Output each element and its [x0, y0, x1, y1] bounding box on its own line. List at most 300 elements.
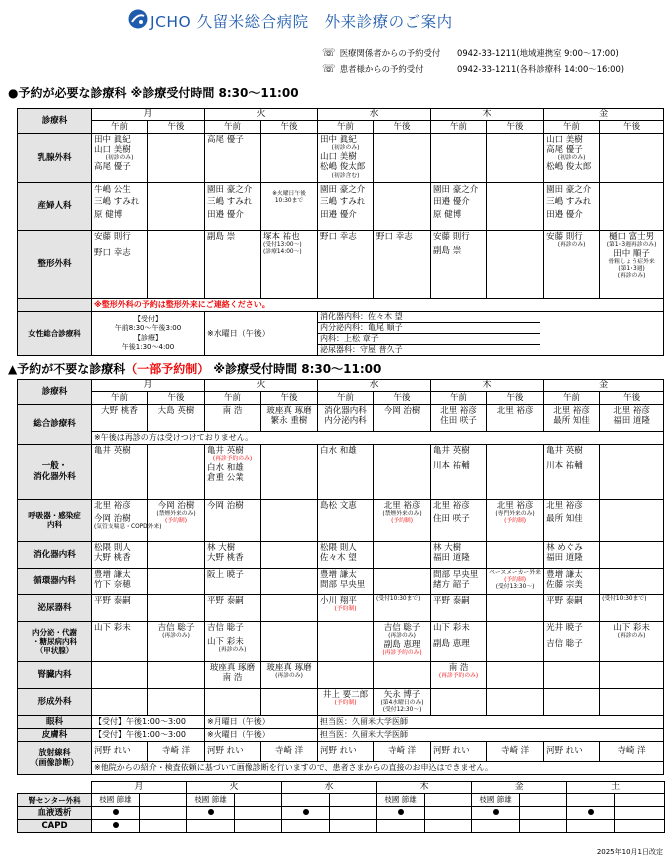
row-dialysis	[18, 807, 665, 820]
cell-text: 副島 崇	[207, 232, 236, 242]
table-cell: 午前	[318, 392, 374, 405]
cell-text: 佐々木 望	[320, 552, 357, 563]
dept-breast: 乳腺外科	[18, 134, 92, 183]
cell-text: 玻座真 琢磨	[266, 406, 312, 416]
table-cell	[261, 742, 318, 762]
table-cell: 午後	[600, 121, 664, 134]
table-cell: 午後	[148, 121, 205, 134]
table-cell	[615, 807, 665, 820]
table-cell: 枝國 節雄	[187, 794, 235, 807]
table-cell	[425, 820, 472, 833]
table-cell	[600, 594, 664, 621]
table-cell	[18, 444, 92, 499]
cell-text: (受付12:30～)	[382, 706, 422, 713]
table-cell	[487, 568, 544, 594]
table-cell	[261, 568, 318, 594]
cell-text: 福田 道隆	[613, 416, 650, 427]
table-cell	[205, 742, 261, 762]
cell-text: 白水 和雄	[320, 445, 357, 456]
cell-text: 【受付】	[134, 315, 162, 324]
table-cell	[92, 621, 148, 661]
table-cell	[600, 231, 664, 299]
cell-text: (再診のみ)	[557, 242, 586, 249]
table-cell	[520, 820, 567, 833]
table-cell	[92, 807, 140, 820]
cell-text: 園田 豪之介	[546, 185, 592, 195]
cell-text: 平野 泰嗣	[207, 595, 244, 606]
table-cell	[318, 568, 374, 594]
cell-text: 北里 裕彦	[383, 500, 421, 511]
table-cell	[140, 807, 187, 820]
table-cell	[205, 444, 261, 499]
cell-text: (再診のみ)	[218, 646, 247, 653]
cell-text: 豊增 謙太	[320, 569, 357, 580]
table-cell: 金	[544, 380, 664, 392]
table-cell	[318, 134, 374, 183]
table-cell	[431, 444, 487, 499]
table-cell	[544, 621, 600, 661]
section2-title	[8, 360, 381, 377]
cell-text: （甲状腺）	[35, 645, 74, 655]
table-cell	[261, 134, 318, 183]
cell-text: 園田 豪之介	[207, 185, 253, 195]
cell-text: 安藤 則行	[433, 232, 470, 242]
cell-text: 島松 文恵	[320, 500, 357, 511]
table-cell: ※月曜日（午後）	[205, 715, 318, 728]
cell-text: 井上 要二郎	[322, 689, 369, 700]
table-cell	[544, 183, 600, 231]
cell-text: (禁煙外来のみ)	[382, 510, 422, 517]
table-cell	[92, 661, 148, 688]
cell-text: 【診療】	[134, 333, 162, 342]
table-cell	[377, 807, 425, 820]
table-cell: 消化器内科	[18, 541, 92, 568]
table-cell	[374, 499, 431, 541]
cell-text: 松嶋 俊太郎	[546, 162, 592, 173]
table-cell: 午後	[261, 392, 318, 405]
cell-text: 佐藤 宗美	[546, 579, 583, 590]
cell-text: 豊增 謙太	[546, 569, 583, 580]
cell-text: (受付13:00～)	[263, 242, 302, 249]
cell-text: (初診のみ)	[105, 155, 134, 162]
table-cell	[140, 794, 187, 807]
table-cell: 午前	[431, 121, 487, 134]
dot-icon	[113, 809, 119, 815]
row-ortho	[18, 231, 664, 299]
table-cell: 午後	[487, 392, 544, 405]
table-cell: 金	[472, 782, 567, 794]
dot-icon	[588, 809, 594, 815]
table-cell: 血液透析	[18, 807, 92, 820]
cell-text: 最所 知佳	[553, 416, 590, 427]
cell-text: 山下 彩未	[207, 636, 244, 647]
table-cell	[431, 568, 487, 594]
cell-text: ペースメーカー外来	[489, 569, 541, 576]
cell-text: 樋口 富士男	[608, 232, 655, 242]
table-cell	[261, 621, 318, 661]
cell-text: ▲予約が不要な診療科	[8, 362, 126, 376]
table-cell	[600, 405, 664, 432]
table-cell	[374, 594, 431, 621]
table-cell	[235, 807, 282, 820]
day-mon: 月	[92, 109, 205, 121]
table-cell: 午前	[544, 121, 600, 134]
phone-icon: ☏	[322, 46, 336, 59]
table-cell	[205, 183, 261, 231]
dot-icon	[303, 809, 309, 815]
kidney-center-table	[17, 781, 665, 833]
table-cell	[318, 661, 374, 688]
table-cell	[374, 134, 431, 183]
cell-text: 大野 桃香	[101, 406, 138, 416]
cell-text: 野口 幸志	[94, 248, 131, 259]
table-cell	[487, 688, 544, 715]
table-cell: 泌尿器科	[18, 594, 92, 621]
cell-text: 山下 彩未	[613, 622, 650, 633]
day-thu: 木	[431, 109, 544, 121]
table-cell: 【受付】午後1:00～3:00	[92, 715, 205, 728]
table-cell	[92, 688, 148, 715]
section1-title: ●予約が必要な診療科 ※診療受付時間 8:30～11:00	[8, 86, 299, 100]
table-cell: 午前	[431, 392, 487, 405]
table-cell	[487, 231, 544, 299]
table-cell	[205, 661, 261, 688]
table-cell: 午後	[261, 121, 318, 134]
cell-text: (第4水曜日のみ)	[380, 699, 424, 706]
cell-text: 寺崎 洋	[387, 746, 417, 757]
table-cell	[330, 794, 377, 807]
cell-text: 安藤 則行	[94, 232, 131, 242]
table-cell	[282, 807, 330, 820]
row-resp	[18, 499, 664, 541]
table-cell	[92, 594, 148, 621]
table-cell	[487, 621, 544, 661]
cell-text: 内分泌内科	[324, 416, 367, 427]
row-radio	[18, 742, 664, 762]
table-cell	[600, 661, 664, 688]
table-cell	[205, 405, 261, 432]
table-cell: 水	[282, 782, 377, 794]
table-cell	[205, 688, 261, 715]
cell-text: 田中 眞紀	[94, 135, 131, 145]
cell-text: (再診のみ)	[617, 273, 646, 280]
table-cell	[18, 621, 92, 661]
cell-text: 副島 恵理	[433, 638, 470, 649]
table-cell	[374, 183, 431, 231]
table-cell	[330, 820, 377, 833]
cell-text: 今岡 治樹	[383, 406, 421, 416]
row-gastro	[18, 541, 664, 568]
table-cell	[318, 231, 374, 299]
table-cell	[148, 499, 205, 541]
table-cell	[318, 444, 374, 499]
table-cell	[544, 661, 600, 688]
cell-text: 放射線科	[38, 748, 71, 758]
table-cell	[431, 134, 487, 183]
cell-text: 河野 れい	[433, 746, 470, 757]
cell-text: 山下 彩未	[433, 622, 470, 633]
table-cell	[148, 568, 205, 594]
cell-text: 大野 桃香	[207, 552, 244, 563]
cell-text: 三嶋 すみれ	[320, 197, 366, 208]
table-cell: 木	[377, 782, 472, 794]
table-cell	[261, 661, 318, 688]
cell-text: 平野 泰嗣	[546, 595, 583, 606]
table-cell: 枝國 節雄	[472, 794, 520, 807]
cell-text: 北里 裕彦	[613, 406, 650, 416]
cell-text: 吉信 聡子	[383, 622, 421, 633]
table-cell: ※水曜日（午後）	[205, 312, 318, 356]
cell-text: 北里 裕彦	[94, 500, 131, 511]
cell-text: 今岡 治樹	[157, 500, 195, 511]
table-cell	[148, 183, 205, 231]
table-cell	[431, 688, 487, 715]
cell-text: (予約制)	[391, 517, 413, 524]
cell-text: 高尾 優子	[207, 135, 244, 145]
cell-text: 大野 桃香	[94, 552, 131, 563]
table-cell	[487, 444, 544, 499]
table-cell	[544, 568, 600, 594]
row-endo	[18, 621, 664, 661]
cell-text: 矢永 博子	[383, 689, 421, 700]
table-cell: 月	[92, 380, 205, 392]
cell-text: 山下 彩未	[94, 622, 131, 633]
cell-text: 住田 咲子	[433, 513, 470, 524]
table-cell	[92, 312, 205, 356]
table-cell	[261, 499, 318, 541]
cell-text: 北里 裕彦	[496, 406, 534, 416]
table-cell	[205, 134, 261, 183]
cell-text: 患者様からの予約受付 0942-33-1211(各科診療科 14:00～16:00)	[339, 64, 625, 74]
cell-text: (予約制)	[504, 576, 527, 583]
table-cell	[261, 444, 318, 499]
table-cell	[318, 405, 374, 432]
table-cell	[425, 794, 472, 807]
contact-patient	[322, 62, 624, 75]
table-cell	[92, 444, 148, 499]
cell-text: 園田 豪之介	[433, 185, 479, 195]
cell-text: (再診のみ)	[162, 632, 190, 639]
table-cell	[374, 661, 431, 688]
cell-text: 豊增 謙太	[94, 569, 131, 580]
cell-text: (初診含む)	[331, 172, 360, 179]
cell-text: (初診のみ)	[557, 155, 586, 162]
cell-text: 田邉 優介	[546, 209, 583, 220]
table-cell: 皮膚科	[18, 728, 92, 741]
table-cell	[615, 820, 665, 833]
table-cell: 土	[567, 782, 665, 794]
table-cell	[544, 444, 600, 499]
table-cell	[318, 742, 374, 762]
cell-text: 玻座真 琢磨	[209, 662, 256, 673]
cell-text: 田中 順子	[613, 249, 650, 260]
row-uro	[18, 594, 664, 621]
cell-text: 北里 裕彦	[496, 500, 534, 511]
cell-text: ・糖尿病内科	[32, 636, 77, 646]
table-cell	[487, 183, 544, 231]
cell-text: 南 浩	[222, 406, 243, 416]
cell-text: 南 浩	[448, 662, 469, 673]
cell-text: 福田 道隆	[546, 552, 583, 563]
ortho-note: ※整形外科の予約は整形外来にご連絡ください。	[92, 299, 664, 312]
cell	[92, 134, 148, 183]
cell-text: 田邉 優介	[433, 197, 470, 208]
cell-text: (再診予約のみ)	[438, 672, 479, 679]
cell-text: 玻座真 琢磨	[266, 662, 312, 673]
table-cell: ※火曜日（午後）	[205, 728, 318, 741]
cell-text: (受付10:30まで)	[602, 595, 647, 602]
cell-text: 福田 道隆	[433, 552, 470, 563]
cell-text: 北里 裕彦	[433, 500, 470, 511]
cell-text: 亀井 英樹	[207, 445, 244, 456]
table-cell	[318, 541, 374, 568]
table-cell	[318, 499, 374, 541]
cell-text: 白水 和雄	[207, 462, 244, 473]
cell-text: 河野 れい	[207, 746, 244, 757]
table-cell	[487, 594, 544, 621]
table-cell	[520, 794, 567, 807]
cell-text: 北里 裕彦	[440, 406, 477, 416]
cell-text: 一般・	[41, 461, 68, 472]
table-cell	[187, 807, 235, 820]
cell-text: 川本 祐輔	[433, 461, 470, 472]
table-cell	[18, 299, 92, 312]
table-cell	[18, 742, 92, 775]
table-cell	[544, 688, 600, 715]
table-cell: 午後	[600, 392, 664, 405]
cell-text: 午前8:30～午後3:00	[114, 324, 182, 333]
cell-text: 今岡 治樹	[207, 500, 244, 511]
table-cell: 循環器内科	[18, 568, 92, 594]
table-cell	[431, 594, 487, 621]
cell-text: 南 浩	[222, 672, 243, 683]
cell-text: (第1･3週)	[618, 266, 645, 273]
cell-text: 高尾 優子	[546, 145, 583, 156]
cell-text: 田邉 優介	[207, 209, 244, 220]
cell-text: 安藤 則行	[546, 232, 583, 242]
table-cell	[148, 405, 205, 432]
table-cell	[205, 231, 261, 299]
reservation-table	[17, 108, 664, 356]
cell-text: 牛嶋 公生	[94, 185, 131, 195]
hospital-logo	[128, 9, 148, 29]
dot-icon	[208, 809, 214, 815]
table-cell	[140, 820, 187, 833]
table-cell	[600, 621, 664, 661]
table-cell	[600, 568, 664, 594]
table-cell	[261, 688, 318, 715]
row-breast	[18, 134, 664, 183]
cell-text: 光井 暁子	[546, 622, 583, 633]
table-cell	[487, 499, 544, 541]
table-cell	[205, 621, 261, 661]
table-cell	[205, 499, 261, 541]
row-capd	[18, 820, 665, 833]
table-cell	[567, 794, 615, 807]
table-cell	[205, 541, 261, 568]
cell-text: 吉信 聡子	[546, 638, 583, 649]
cell-text: 松隈 則人	[94, 542, 131, 553]
table-cell	[261, 541, 318, 568]
table-cell: 腎センター外科	[18, 794, 92, 807]
table-cell	[431, 405, 487, 432]
row-cardio	[18, 568, 664, 594]
cell-text: (気管支喘息・COPD外来)	[94, 523, 162, 530]
cell-text: 今岡 治樹	[94, 513, 131, 524]
table-cell	[148, 688, 205, 715]
dot-icon	[493, 809, 499, 815]
cell-text: 10:30まで	[274, 197, 304, 204]
cell-text: 内分泌・代謝	[32, 627, 77, 637]
cell-text: 午後1:30～4:00	[121, 342, 175, 351]
table-cell: 形成外科	[18, 688, 92, 715]
cell-text: (診療14:00～)	[263, 249, 302, 256]
table-cell	[148, 742, 205, 762]
table-cell	[92, 405, 148, 432]
table-cell	[92, 231, 148, 299]
cell-text: 林 めぐみ	[546, 542, 583, 553]
table-cell: 眼科	[18, 715, 92, 728]
table-cell: 火	[205, 380, 318, 392]
table-cell	[431, 742, 487, 762]
table-cell: 午後	[148, 392, 205, 405]
table-cell: 午後	[374, 392, 431, 405]
phone-icon: ☏	[322, 62, 336, 75]
table-cell	[600, 742, 664, 762]
table-cell	[487, 661, 544, 688]
cell-text: 山口 美樹	[546, 135, 583, 145]
table-cell	[600, 134, 664, 183]
table-cell	[374, 231, 431, 299]
day-wed: 水	[318, 109, 431, 121]
table-cell	[544, 541, 600, 568]
table-cell	[431, 499, 487, 541]
table-cell	[282, 820, 330, 833]
table-cell	[187, 820, 235, 833]
cell-text: 原 健博	[94, 209, 123, 220]
cell-text: 消化器内科	[324, 406, 367, 416]
cell-text: 医療関係者からの予約受付 0942-33-1211(地域連携室 9:00～17:00)	[339, 48, 619, 58]
cell-text: 北里 裕彦	[553, 406, 590, 416]
row-kidney	[18, 661, 664, 688]
table-cell	[374, 688, 431, 715]
table-cell: ※午後は再診の方は受けつけておりません。	[92, 432, 664, 445]
row-general	[18, 405, 664, 432]
dot-icon	[113, 822, 119, 828]
table-cell	[92, 820, 140, 833]
cell-text: 塚本 祐也	[263, 232, 300, 242]
cell-text: 最所 知佳	[546, 513, 583, 524]
table-cell: 総合診療科	[18, 405, 92, 445]
table-cell	[148, 621, 205, 661]
table-cell	[318, 621, 374, 661]
cell-text: 間部 早央里	[433, 569, 479, 580]
cell-text: 野口 幸志	[376, 232, 413, 242]
cell-text: (予約制)	[165, 517, 187, 524]
cell-text: (予約制)	[504, 517, 527, 524]
cell-text: (予約制)	[334, 699, 357, 706]
table-cell	[235, 794, 282, 807]
cell-text: 寺崎 洋	[500, 746, 530, 757]
cell-text: 内科	[47, 520, 62, 530]
table-cell: 枝國 節雄	[377, 794, 425, 807]
table-cell	[374, 742, 431, 762]
cell-text: 川本 祐輔	[546, 461, 583, 472]
cell-text: 河野 れい	[320, 746, 357, 757]
page-title: JCHO 久留米総合病院 外来診療のご案内	[150, 13, 453, 31]
table-cell	[600, 444, 664, 499]
cell-text: (再診予約のみ)	[212, 455, 253, 462]
